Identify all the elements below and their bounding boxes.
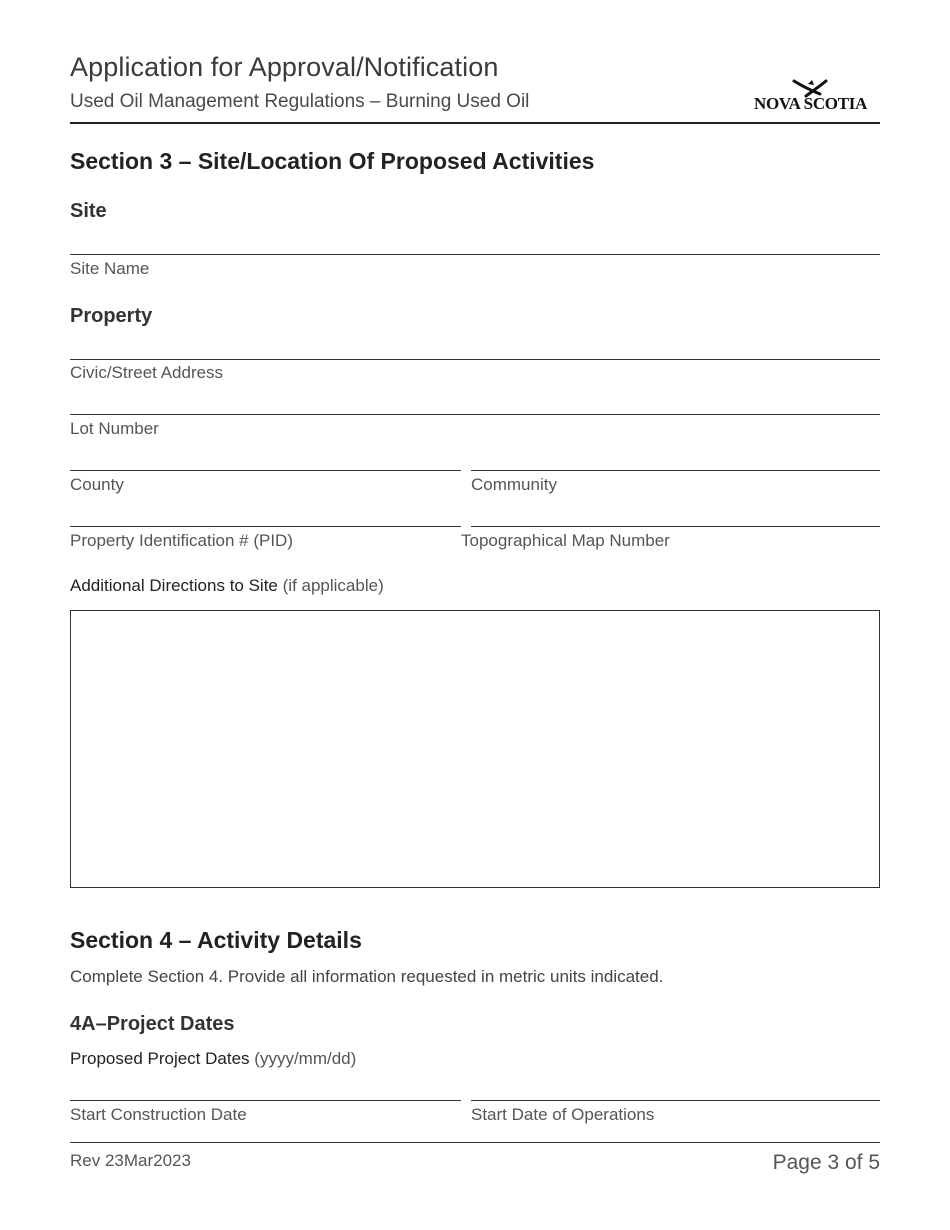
lot-number-input[interactable] [70,414,880,415]
section-4-heading: Section 4 – Activity Details [70,927,362,953]
revision-label: Rev 23Mar2023 [70,1151,191,1170]
form-subtitle: Used Oil Management Regulations – Burning Used Oil [70,91,530,112]
nova-scotia-logo [754,78,882,114]
project-dates-heading: 4A–Project Dates [70,1013,235,1035]
pid-label: Property Identification # (PID) [70,531,293,550]
logo-wordmark: NOVA SCOTIA [754,94,868,113]
start-construction-label: Start Construction Date [70,1105,247,1124]
footer-divider [70,1142,880,1143]
community-label: Community [471,475,557,494]
topo-map-label: Topographical Map Number [461,531,670,550]
form-title: Application for Approval/Notification [70,52,499,82]
civic-address-input[interactable] [70,359,880,360]
site-name-label: Site Name [70,259,150,278]
county-input[interactable] [70,470,461,471]
pid-input[interactable] [70,526,461,527]
directions-textarea[interactable] [70,610,880,888]
site-heading: Site [70,200,107,222]
civic-address-label: Civic/Street Address [70,363,224,382]
start-operations-input[interactable] [471,1100,880,1101]
proposed-dates-label-text: Proposed Project Dates [70,1049,250,1068]
start-operations-label: Start Date of Operations [471,1105,655,1124]
section-4-instructions: Complete Section 4. Provide all information requested in metric units indicated. [70,967,664,986]
proposed-dates-label [70,1049,356,1069]
site-name-input[interactable] [70,254,880,255]
directions-note: (if applicable) [282,576,384,595]
directions-label-text: Additional Directions to Site [70,576,278,595]
section-3-heading: Section 3 – Site/Location Of Proposed Activities [70,148,595,174]
start-construction-input[interactable] [70,1100,461,1101]
lot-number-label: Lot Number [70,419,159,438]
county-label: County [70,475,124,494]
header-divider [70,122,880,124]
property-heading: Property [70,305,153,327]
directions-label [70,576,384,596]
topo-map-input[interactable] [471,526,880,527]
page-number: Page 3 of 5 [772,1151,880,1174]
community-input[interactable] [471,470,880,471]
proposed-dates-note: (yyyy/mm/dd) [254,1049,357,1068]
